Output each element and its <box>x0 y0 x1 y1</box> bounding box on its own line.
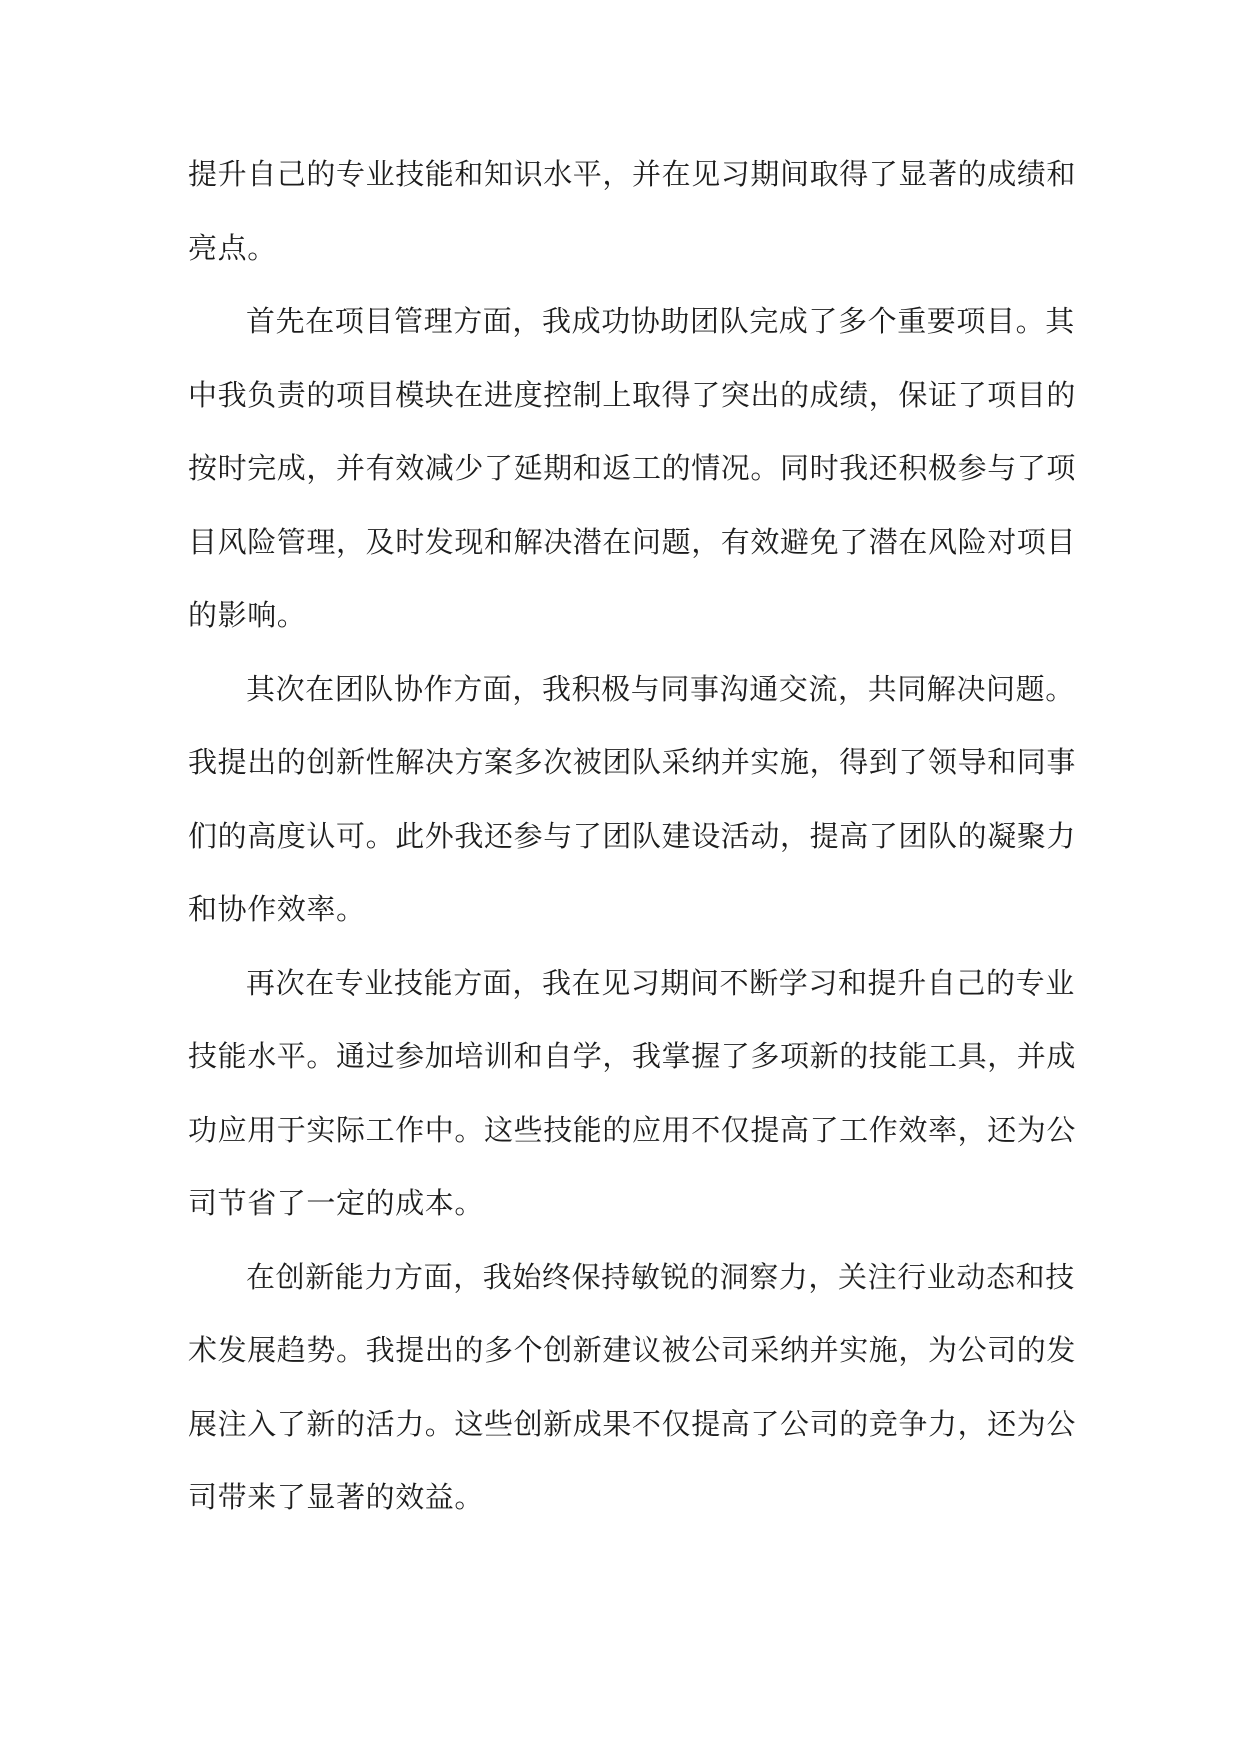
text-line: 展注入了新的活力。这些创新成果不仅提高了公司的竞争力，还为公 <box>188 1406 1077 1441</box>
text-line: 提升自己的专业技能和知识水平，并在见习期间取得了显著的成绩和 <box>188 157 1077 191</box>
text-line: 和协作效率。 <box>188 892 366 926</box>
text-line: 的影响。 <box>188 598 307 632</box>
paragraph-start-line: 首先在项目管理方面，我成功协助团队完成了多个重要项目。其 <box>246 304 1075 338</box>
text-line: 我提出的创新性解决方案多次被团队采纳并实施，得到了领导和同事 <box>188 745 1077 779</box>
text-line: 们的高度认可。此外我还参与了团队建设活动，提高了团队的凝聚力 <box>188 818 1077 853</box>
paragraph-start-line: 在创新能力方面，我始终保持敏锐的洞察力，关注行业动态和技 <box>246 1259 1075 1294</box>
text-line: 目风险管理，及时发现和解决潜在问题，有效避免了潜在风险对项目 <box>188 524 1077 559</box>
text-line: 中我负责的项目模块在进度控制上取得了突出的成绩，保证了项目的 <box>188 377 1077 412</box>
paragraph-start-line: 再次在专业技能方面，我在见习期间不断学习和提升自己的专业 <box>246 965 1075 1000</box>
body-text <box>188 138 1077 1535</box>
text-line: 按时完成，并有效减少了延期和返工的情况。同时我还积极参与了项 <box>188 451 1077 485</box>
text-line: 术发展趋势。我提出的多个创新建议被公司采纳并实施，为公司的发 <box>188 1333 1077 1367</box>
text-line: 司节省了一定的成本。 <box>188 1186 485 1220</box>
text-line: 功应用于实际工作中。这些技能的应用不仅提高了工作效率，还为公 <box>188 1112 1077 1147</box>
paragraph-start-line: 其次在团队协作方面，我积极与同事沟通交流，共同解决问题。 <box>246 671 1075 706</box>
text-line: 司带来了显著的效益。 <box>188 1480 485 1514</box>
text-line: 技能水平。通过参加培训和自学，我掌握了多项新的技能工具，并成 <box>188 1039 1077 1073</box>
text-line: 亮点。 <box>188 230 277 265</box>
